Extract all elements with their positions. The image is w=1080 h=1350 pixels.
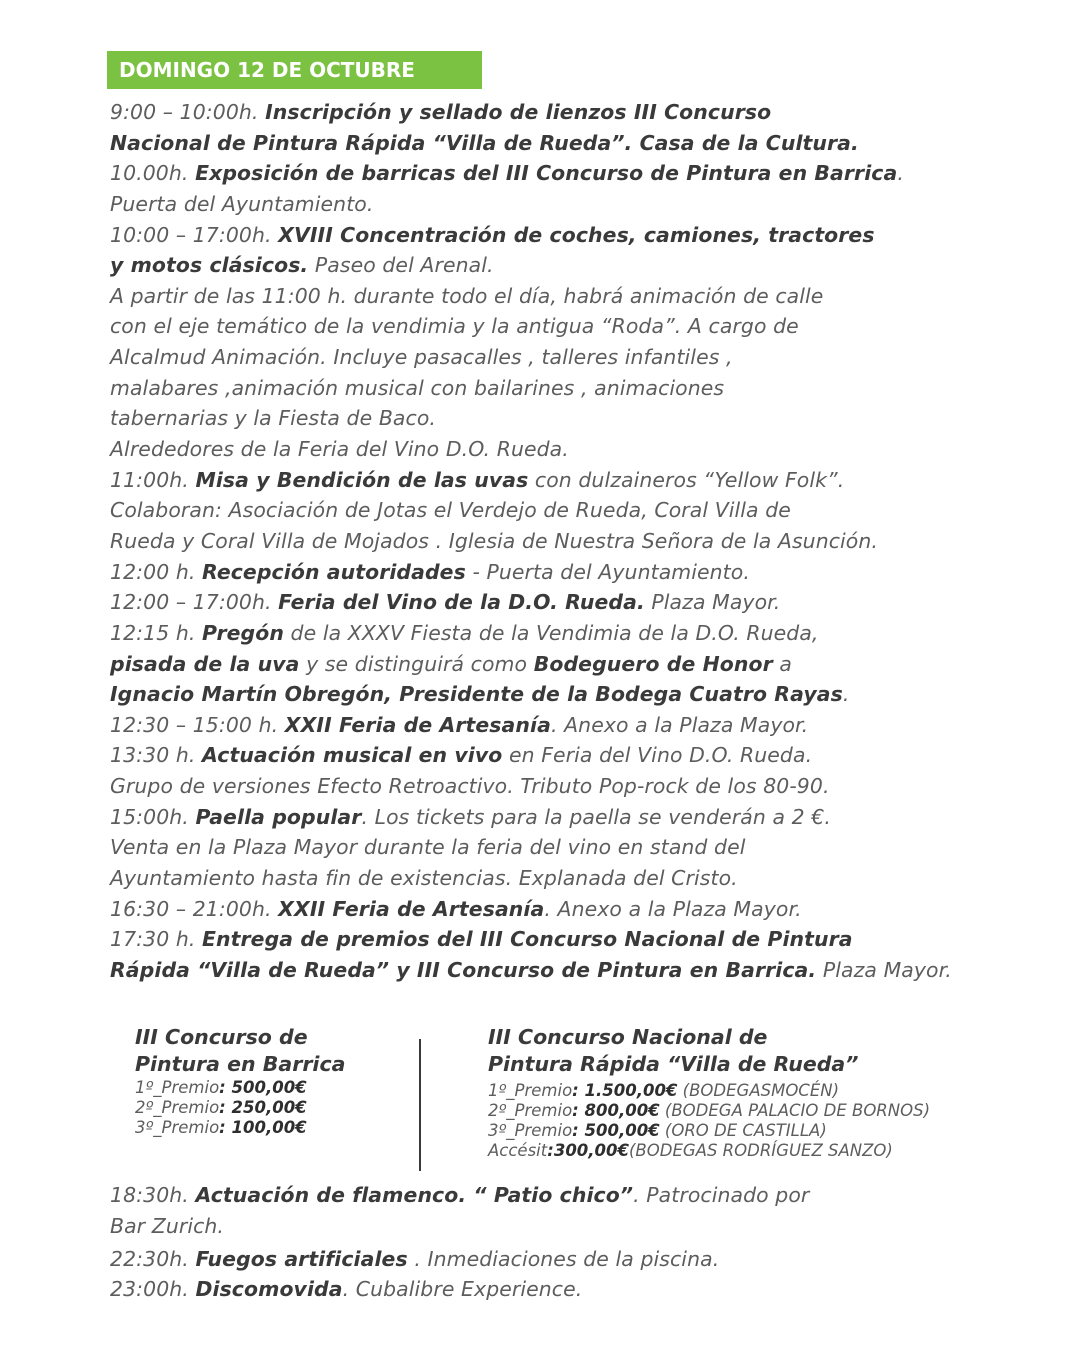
text: 17:30 h. [110,927,203,952]
pintura-rapida-prize-row [488,1121,1048,1141]
text: con dulzaineros “Yellow Folk”. [528,467,845,492]
prize-amount: 500,00€ [231,1078,307,1097]
text: . Anexo a la Plaza Mayor. [544,896,802,921]
prize-label: 3º_Premio [135,1118,220,1137]
pintura-rapida-title-line2: Pintura Rápida “Villa de Rueda” [488,1052,859,1076]
text: . [842,682,850,707]
pintura-rapida-prize-list [488,1081,1048,1161]
schedule-line [110,311,1010,342]
bold-text: Ignacio Martín Obregón, Presidente de la Bodega Cuatro Rayas [110,682,843,707]
bold-text: Bodeguero de Honor [533,651,773,676]
schedule-line [110,281,1010,312]
prize-rest: (BODEGA PALACIO DE BORNOS) [659,1101,931,1120]
schedule-line [110,250,1010,281]
text: Rueda y Coral Villa de Mojados . Iglesia de Nuestra Señora de la Asunción. [110,528,878,553]
text: 13:30 h. [110,743,203,768]
event-schedule [110,97,1010,986]
bold-text: Rápida “Villa de Rueda” y III Concurso de Pintura en Barrica. [110,957,817,982]
bold-text: Exposición de barricas del III Concurso de Pintura en Barrica [195,161,898,186]
prize-sep: : [572,1081,585,1100]
schedule-line [110,649,1010,680]
prize-sep: : [219,1118,232,1137]
prize-rest: (BODEGASMOCÉN) [677,1081,840,1100]
schedule-line [110,863,1010,894]
text: 22:30h. [110,1246,196,1271]
schedule-line [110,97,1010,128]
text: 10:00 – 17:00h. [110,222,279,247]
prize-sep: : [572,1121,585,1140]
text: Paseo del Arenal. [308,253,494,278]
schedule-line [110,679,1010,710]
text: 12:15 h. [110,620,203,645]
bold-text: XVIII Concentración de coches, camiones, tractores [278,222,875,247]
text: Plaza Mayor. [644,590,781,615]
prize-divider [419,1039,421,1171]
evening-schedule-line [110,1180,1010,1211]
pintura-rapida-prize-row [488,1081,1048,1101]
bold-text: Paella popular [195,804,362,829]
text: de la XXXV Fiesta de la Vendimia de la D.O. Rueda, [283,620,819,645]
schedule-line [110,618,1010,649]
prize-amount: 100,00€ [231,1118,307,1137]
schedule-line [110,924,1010,955]
barrica-prize-row [135,1118,405,1138]
text: Bar Zurich. [110,1213,225,1238]
prize-label: 2º_Premio [135,1098,220,1117]
pintura-rapida-title-line1: III Concurso Nacional de [488,1025,768,1049]
day-header: DOMINGO 12 DE OCTUBRE [107,51,482,89]
text: - Puerta del Ayuntamiento. [465,559,750,584]
text: Plaza Mayor. [816,957,952,982]
bold-text: XXII Feria de Artesanía [278,896,545,921]
schedule-line [110,894,1010,925]
text: a [772,651,792,676]
text: 18:30h. [110,1183,196,1207]
prize-rest: (ORO DE CASTILLA) [659,1121,827,1140]
pintura-rapida-prize-row [488,1101,1048,1121]
schedule-line [110,373,1010,404]
prize-label: 2º_Premio [488,1101,573,1120]
schedule-line [110,587,1010,618]
bold-text: Feria del Vino de la D.O. Rueda. [278,590,645,615]
evening-schedule [110,1180,1010,1305]
prize-rest: (BODEGAS RODRÍGUEZ SANZO) [629,1141,893,1160]
text: Ayuntamiento hasta fin de existencias. Explanada del Cristo. [110,866,738,891]
schedule-line [110,710,1010,741]
prize-label: 3º_Premio [488,1121,573,1140]
text: tabernarias y la Fiesta de Baco. [110,406,436,431]
barrica-prize-row [135,1078,405,1098]
schedule-line [110,342,1010,373]
prize-label: 1º_Premio [135,1078,220,1097]
text: Alcalmud Animación. Incluye pasacalles , talleres infantiles , [110,345,733,370]
bold-text: y motos clásicos. [110,253,309,278]
schedule-line [110,158,1010,189]
schedule-line [110,955,1010,986]
text: . Cubalibre Experience. [342,1277,583,1301]
text: 23:00h. [110,1277,196,1301]
text: 12:00 – 17:00h. [110,590,279,615]
schedule-line [110,740,1010,771]
prize-sep: : [547,1141,554,1160]
text: Puerta del Ayuntamiento. [110,191,374,216]
text: 11:00h. [110,467,196,492]
prize-amount: 800,00€ [584,1101,660,1120]
prize-amount: 250,00€ [231,1098,307,1117]
text: 16:30 – 21:00h. [110,896,279,921]
schedule-line [110,495,1010,526]
text: Grupo de versiones Efecto Retroactivo. Tributo Pop-rock de los 80-90. [110,774,830,799]
barrica-contest-title-line2: Pintura en Barrica [135,1052,346,1076]
evening-schedule-line [110,1274,1010,1305]
text: malabares ,animación musical con bailarines , animaciones [110,375,725,400]
bold-text: Inscripción y sellado de lienzos III Concurso [265,100,772,124]
barrica-contest-title-line1: III Concurso de [135,1025,308,1049]
text: Alrededores de la Feria del Vino D.O. Rueda. [110,437,569,462]
text: Venta en la Plaza Mayor durante la feria del vino en stand del [110,835,746,860]
prize-amount: 1.500,00€ [584,1081,678,1100]
text: 10.00h. [110,161,196,186]
text: A partir de las 11:00 h. durante todo el día, habrá animación de calle [110,283,824,308]
text: . Anexo a la Plaza Mayor. [550,712,809,737]
schedule-line [110,832,1010,863]
schedule-line [110,128,1010,159]
bold-text: Actuación de flamenco. “ Patio chico” [195,1183,634,1207]
text: Colaboran: Asociación de Jotas el Verdejo de Rueda, Coral Villa de [110,498,791,523]
schedule-line [110,434,1010,465]
barrica-contest-prizes [135,1024,405,1138]
bold-text: Entrega de premios del III Concurso Nacional de Pintura [202,927,853,952]
prize-label: Accésit [488,1141,548,1160]
evening-schedule-line [110,1244,1010,1275]
pintura-rapida-prize-row [488,1141,1048,1161]
pintura-rapida-contest-prizes [488,1024,1048,1161]
prize-amount: 300,00€ [553,1141,629,1160]
text: y se distinguirá como [299,651,534,676]
prize-sep: : [219,1098,232,1117]
prize-sep: : [219,1078,232,1097]
schedule-line [110,557,1010,588]
schedule-line [110,465,1010,496]
bold-text: Nacional de Pintura Rápida “Villa de Rueda”. Casa de la Cultura. [110,130,859,155]
bold-text: Actuación musical en vivo [202,743,503,768]
bold-text: Recepción autoridades [202,559,466,584]
text: . Patrocinado por [633,1183,810,1207]
schedule-line [110,220,1010,251]
text: . [897,161,904,186]
prize-amount: 500,00€ [584,1121,660,1140]
schedule-line [110,403,1010,434]
bold-text: XXII Feria de Artesanía [284,712,551,737]
bold-text: pisada de la uva [110,651,300,676]
schedule-line [110,771,1010,802]
text: con el eje temático de la vendimia y la antigua “Roda”. A cargo de [110,314,799,339]
text: 15:00h. [110,804,196,829]
barrica-prize-list [135,1078,405,1138]
schedule-line [110,189,1010,220]
bold-text: Fuegos artificiales [195,1246,408,1271]
schedule-line [110,526,1010,557]
text: 12:30 – 15:00 h. [110,712,285,737]
barrica-prize-row [135,1098,405,1118]
text: en Feria del Vino D.O. Rueda. [502,743,813,768]
bold-text: Discomovida [195,1277,343,1301]
bold-text: Pregón [202,620,284,645]
schedule-line [110,802,1010,833]
text: 12:00 h. [110,559,203,584]
text: . Inmediaciones de la piscina. [407,1246,720,1271]
evening-schedule-line [110,1211,1010,1242]
text: . Los tickets para la paella se venderán a 2 €. [361,804,831,829]
bold-text: Misa y Bendición de las uvas [195,467,529,492]
prize-sep: : [572,1101,585,1120]
text: 9:00 – 10:00h. [110,100,266,124]
prize-label: 1º_Premio [488,1081,573,1100]
